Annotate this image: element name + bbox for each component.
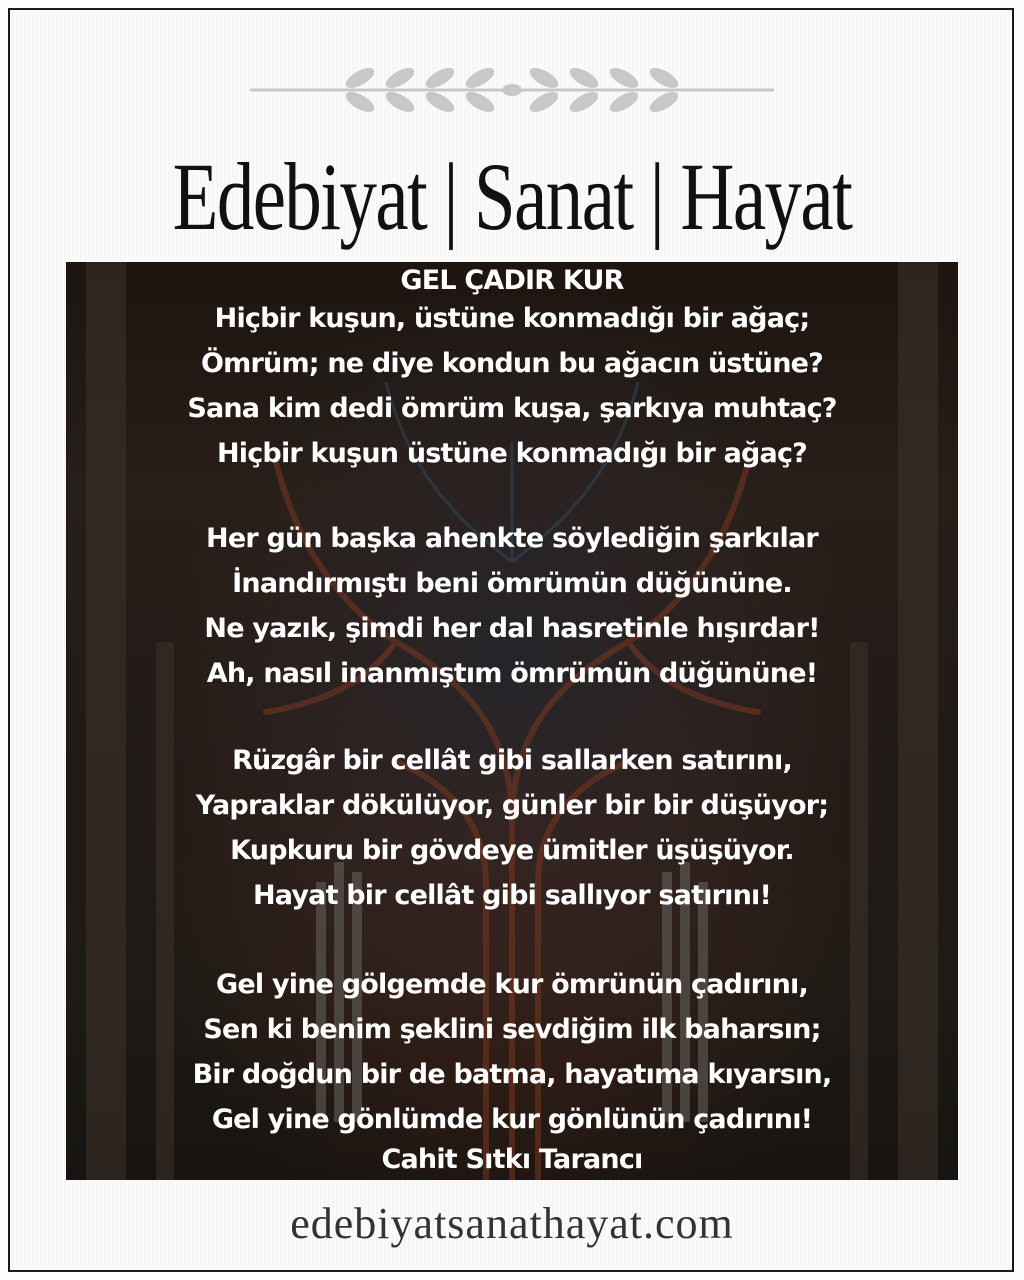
poem-line: Rüzgâr bir cellât gibi sallarken satırını, <box>232 745 792 776</box>
poem-line: İnandırmıştı beni ömrümün düğününe. <box>232 568 792 599</box>
poem-line: Gel yine gönlümde kur gönlünün çadırını! <box>211 1104 813 1135</box>
stanza-3 <box>66 738 958 918</box>
poem-line: Sen ki benim şeklini sevdiğim ilk baharsın; <box>203 1014 821 1045</box>
poem-line: Ne yazık, şimdi her dal hasretinle hışırdar! <box>204 613 820 644</box>
stanza-1 <box>66 296 958 476</box>
site-title: Edebiyat | Sanat | Hayat <box>172 143 852 250</box>
poem-author: Cahit Sıtkı Tarancı <box>381 1144 643 1175</box>
poem-title: GEL ÇADIR KUR <box>400 265 624 296</box>
poem-line: Her gün başka ahenkte söylediğin şarkılar <box>206 523 818 554</box>
poem-line: Gel yine gölgemde kur ömrünün çadırını, <box>216 969 808 1000</box>
poem-line: Bir doğdun bir de batma, hayatıma kıyarsın, <box>192 1059 832 1090</box>
poem-line: Kupkuru bir gövdeye ümitler üşüşüyor. <box>230 835 794 866</box>
poem-line: Hayat bir cellât gibi sallıyor satırını! <box>252 880 772 911</box>
stanza-4 <box>66 962 958 1142</box>
poem-panel <box>66 262 958 1180</box>
website-url: edebiyatsanathayat.com <box>290 1199 734 1248</box>
poem-line: Ömrüm; ne diye kondun bu ağacın üstüne? <box>201 348 823 379</box>
poem-line: Hiçbir kuşun, üstüne konmadığı bir ağaç; <box>214 303 810 334</box>
poem-line: Sana kim dedi ömrüm kuşa, şarkıya muhtaç? <box>187 393 837 424</box>
poem-line: Ah, nasıl inanmıştım ömrümün düğününe! <box>206 658 818 689</box>
poem-line: Hiçbir kuşun üstüne konmadığı bir ağaç? <box>216 438 808 469</box>
stanza-2 <box>66 516 958 696</box>
poem-line: Yapraklar dökülüyor, günler bir bir düşüyor; <box>195 790 829 821</box>
laurel-ornament-icon <box>240 60 784 120</box>
